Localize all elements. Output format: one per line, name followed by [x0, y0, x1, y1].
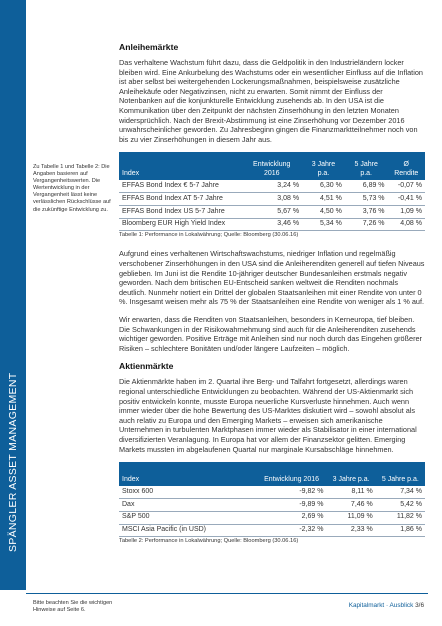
col-3-jahre: 3 Jahre p.a. — [302, 152, 345, 180]
equity-index-table — [119, 462, 425, 537]
table-cell: 5,73 % — [345, 193, 388, 206]
page-number: 3/6 — [415, 602, 424, 609]
col-index: Index — [119, 462, 257, 486]
table-cell: EFFAS Bond Index AT 5-7 Jahre — [119, 193, 241, 206]
main-content — [119, 42, 425, 555]
table-cell: 5,34 % — [302, 218, 345, 231]
table-row — [119, 180, 425, 192]
col-entwicklung: Entwicklung 2016 — [241, 152, 302, 180]
table-cell: 5,67 % — [241, 205, 302, 218]
table-row — [119, 511, 425, 524]
table-cell: 7,34 % — [376, 486, 425, 498]
footer-divider — [26, 593, 428, 594]
table-1-caption: Tabelle 1: Performance in Lokalwährung; Quelle: Bloomberg (30.06.16) — [119, 232, 299, 239]
table-row — [119, 524, 425, 537]
bonds-paragraph-2: Aufgrund eines verhaltenen Wirtschaftswachstums, niedriger Inflation und regelmäßig verschobener Zinserhöhungen in den USA sind die Anleiherenditen generell auf tiefen Niveaus geblieben. Im Juni ist die Rendite 10-jähriger deutscher Bundesanleihen erstmals negativ geworden. Nach dem britischen EU-Entscheid sanken weltweit die Renditen nochmals deutlich. Nunmehr notiert ein Drittel der globalen Staatsanleihen mit einer Rendite von unter 0 %. Insgesamt weisen mehr als 75 % der Staatsanleihen eine Rendite von weniger als 1 % auf. — [119, 249, 425, 307]
table-cell: 6,89 % — [345, 180, 388, 192]
table-cell: 3,76 % — [345, 205, 388, 218]
table-cell: S&P 500 — [119, 511, 257, 524]
table-row — [119, 498, 425, 511]
table-cell: 3,46 % — [241, 218, 302, 231]
table-cell: -0,07 % — [388, 180, 425, 192]
col-entwicklung: Entwicklung 2016 — [257, 462, 327, 486]
table-cell: Dax — [119, 498, 257, 511]
brand-sidebar-text: SPÄNGLER ASSET MANAGEMENT — [7, 372, 19, 552]
side-note: Zu Tabelle 1 und Tabelle 2: Die Angaben basieren auf Vergangenheitswerten. Die Wertentwicklung in der Vergangenheit lässt keine verlässlichen Rückschlüsse auf die zukünftige Entwicklung zu. — [33, 164, 111, 213]
equities-paragraph-1: Die Aktienmärkte haben im 2. Quartal ihre Berg- und Talfahrt fortgesetzt, allerdings waren regional unterschiedliche Entwicklungen zu beobachten. Während der US-Aktienmarkt sich positiv entwickeln konnte, musste Europa neuerliche Kursverluste hinnehmen. Auch wenn immer wieder über die hohe Bewertung des US-Marktes diskutiert wird – sowohl absolut als auch relativ zu Europa und den Emerging Markets – erweisen sich amerikanische Unternehmen in turbulenten Marktphasen immer wieder als Stabilisator in einer international diversifizierten Veranlagung. In Europa hat vor allem der Finanzsektor gelitten. Emerging Markets mussten im abgelaufenen Quartal nur marginale Kursabschläge hinnehmen. — [119, 377, 417, 454]
table-cell: EFFAS Bond Index US 5-7 Jahre — [119, 205, 241, 218]
col-5-jahre: 5 Jahre p.a. — [376, 462, 425, 486]
table-2-caption: Tabelle 2: Performance in Lokalwährung; Quelle: Bloomberg (30.06.16) — [119, 538, 299, 545]
table-cell: -9,82 % — [257, 486, 327, 498]
table-cell: -0,41 % — [388, 193, 425, 206]
brand-sidebar — [0, 0, 26, 590]
table-cell: 7,26 % — [345, 218, 388, 231]
table-cell: 11,82 % — [376, 511, 425, 524]
col-index: Index — [119, 152, 241, 180]
table-cell: 3,24 % — [241, 180, 302, 192]
table-cell: 7,46 % — [326, 498, 375, 511]
table-cell: 4,08 % — [388, 218, 425, 231]
table-cell: MSCI Asia Pacific (in USD) — [119, 524, 257, 537]
bonds-paragraph-3: Wir erwarten, dass die Renditen von Staatsanleihen, besonders in Kerneuropa, tief bleiben. Die Schwankungen in der Risikowahrnehmung sind auch für die Anleiherenditen zusehends wichtiger geworden. Positive Erträge mit Anleihen sind nur noch durch das Eingehen größerer Risiken – schlechtere Bonitäten und/oder längere Laufzeiten – möglich. — [119, 315, 422, 353]
bond-index-table — [119, 152, 425, 231]
col-avg-rendite: Ø Rendite — [388, 152, 425, 180]
table-cell: 6,30 % — [302, 180, 345, 192]
col-5-jahre: 5 Jahre p.a. — [345, 152, 388, 180]
table-cell: Stoxx 600 — [119, 486, 257, 498]
table-row — [119, 486, 425, 498]
table-cell: -9,89 % — [257, 498, 327, 511]
table-cell: 2,69 % — [257, 511, 327, 524]
table-cell: 1,86 % — [376, 524, 425, 537]
table-cell: 4,50 % — [302, 205, 345, 218]
section-heading-bonds: Anleihemärkte — [119, 42, 179, 52]
table-row — [119, 218, 425, 231]
table-cell: 8,11 % — [326, 486, 375, 498]
table-cell: -2,32 % — [257, 524, 327, 537]
section-heading-equities: Aktienmärkte — [119, 361, 174, 372]
col-3-jahre: 3 Jahre p.a. — [326, 462, 375, 486]
page-footer — [349, 602, 424, 609]
table-cell: 11,09 % — [326, 511, 375, 524]
table-cell: 3,08 % — [241, 193, 302, 206]
table-cell: 2,33 % — [326, 524, 375, 537]
table-cell: Bloomberg EUR High Yield Index — [119, 218, 241, 231]
table-row — [119, 193, 425, 206]
bonds-paragraph-1: Das verhaltene Wachstum führt dazu, dass die Geldpolitik in den Industrieländern locker bleiben wird. Eine Ankurbelung des Wachstums oder ein wesentlicher Einfluss auf die Inflation ist aber selbst bei weitergehenden Lockerungsmaßnahmen, beispielsweise zusätzliche Anleihekäufe oder Negativzinsen, nicht zu erwarten. Somit nimmt der Einfluss der Notenbanken auf die konjunkturelle Entwicklung zusehends ab. In den USA ist die Kommunikation über den Zeitpunkt der nächsten Zinserhöhung in den letzten Monaten widersprüchlich. Nach der Brexit-Abstimmung ist eine Zinserhöhung vor Dezember 2016 unwahrscheinlicher geworden. Zu Jahresbeginn gingen die Finanzmarktteilnehmer noch von bis zu vier Zinserhöhungen in diesem Jahr aus. — [119, 58, 423, 144]
table-cell: 4,51 % — [302, 193, 345, 206]
table-cell: 5,42 % — [376, 498, 425, 511]
table-cell: 1,09 % — [388, 205, 425, 218]
footer-label: Kapitalmarkt · Ausblick — [348, 602, 414, 609]
table-cell: EFFAS Bond Index € 5-7 Jahre — [119, 180, 241, 192]
table-row — [119, 205, 425, 218]
disclaimer-note: Bitte beachten Sie die wichtigen Hinweise auf Seite 6. — [33, 600, 113, 613]
